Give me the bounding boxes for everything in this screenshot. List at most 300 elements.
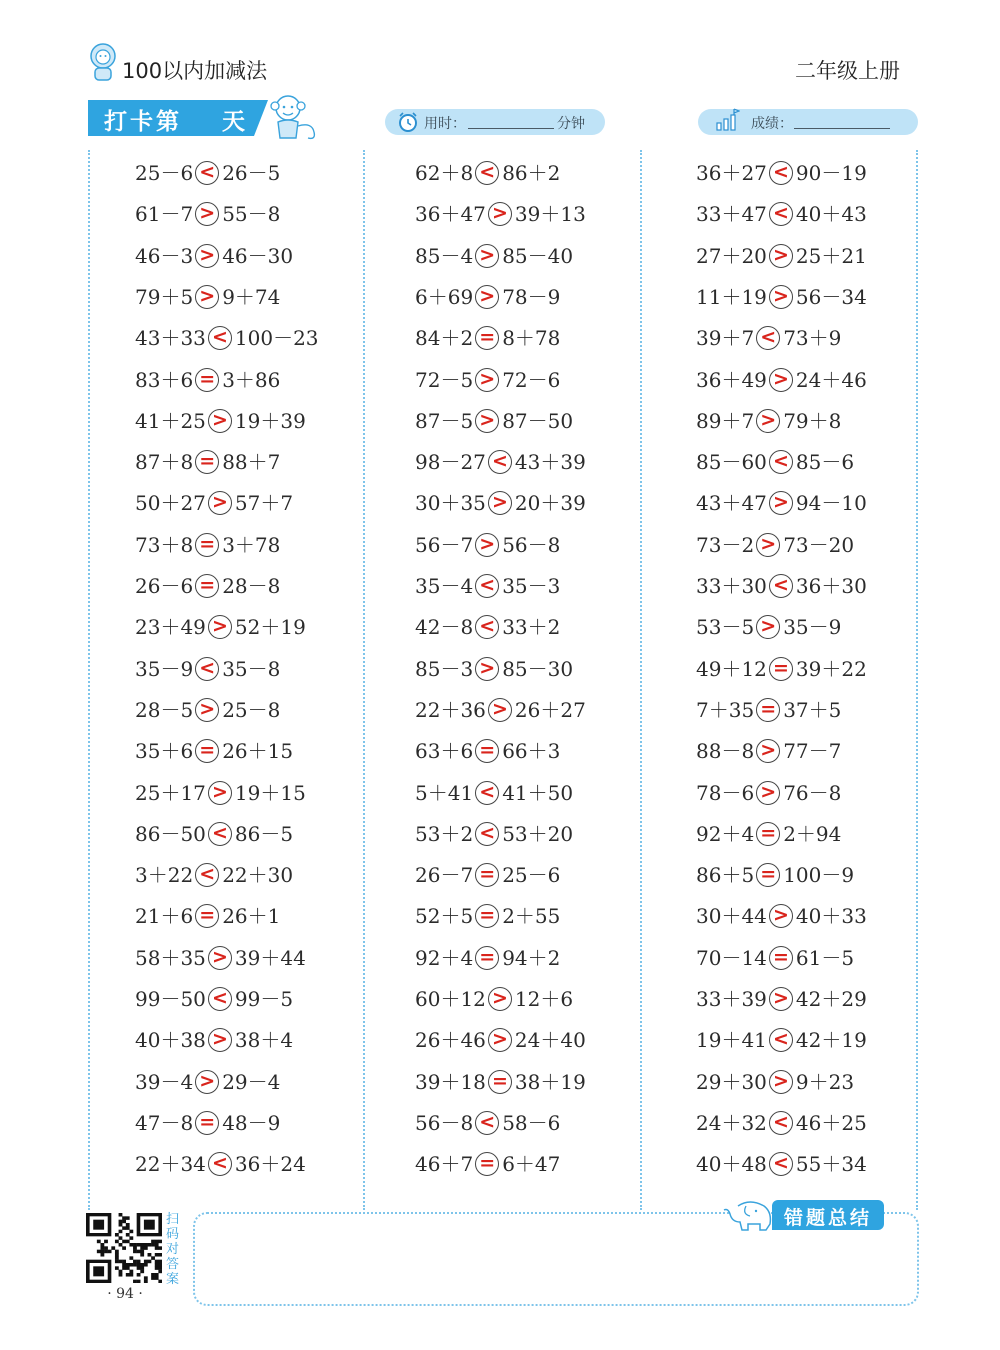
- right-expression: 35－3: [502, 574, 561, 598]
- left-expression: 35－9: [135, 656, 194, 681]
- answer-circle[interactable]: <: [475, 822, 499, 846]
- comparison-problem: [135, 153, 280, 194]
- right-expression: 90－19: [795, 161, 867, 185]
- comparison-problem: [415, 731, 560, 772]
- answer-circle[interactable]: >: [195, 202, 219, 226]
- comparison-problem: [135, 442, 280, 483]
- left-expression: 92＋4: [415, 945, 474, 970]
- left-expression: 36＋49: [696, 367, 767, 392]
- comparison-problem: [696, 153, 867, 194]
- answer-circle[interactable]: <: [756, 326, 780, 350]
- right-expression: 33＋2: [502, 615, 561, 640]
- right-expression: 86＋2: [502, 161, 561, 185]
- answer-circle[interactable]: =: [475, 739, 499, 763]
- grade-label: 二年级上册: [795, 59, 900, 83]
- left-expression: 5＋41: [415, 780, 474, 805]
- left-expression: 58＋35: [135, 945, 206, 970]
- answer-circle[interactable]: >: [475, 657, 499, 681]
- answer-circle[interactable]: >: [208, 946, 232, 970]
- comparison-problem: [135, 938, 306, 979]
- comparison-problem: [415, 483, 586, 524]
- answer-circle[interactable]: >: [475, 244, 499, 268]
- comparison-problem: [135, 979, 293, 1020]
- answer-circle[interactable]: >: [475, 285, 499, 309]
- left-expression: 98－27: [415, 450, 486, 475]
- right-expression: 86－5: [234, 821, 294, 846]
- answer-circle[interactable]: =: [756, 698, 780, 722]
- right-expression: 46－30: [222, 243, 294, 268]
- right-expression: 3＋86: [222, 367, 281, 392]
- right-expression: 85－6: [795, 450, 855, 475]
- comparison-problem: [415, 979, 573, 1020]
- answer-circle[interactable]: >: [195, 1070, 219, 1094]
- answer-circle[interactable]: =: [475, 863, 499, 887]
- column-divider: [88, 150, 90, 1210]
- answer-circle[interactable]: <: [769, 1111, 793, 1135]
- comparison-problem: [696, 277, 867, 318]
- answer-circle[interactable]: >: [208, 491, 232, 515]
- right-expression: 55－8: [222, 202, 281, 227]
- right-expression: 73－20: [783, 532, 855, 557]
- answer-circle[interactable]: >: [756, 409, 780, 433]
- left-expression: 85－3: [415, 656, 474, 681]
- answer-circle[interactable]: >: [756, 739, 780, 763]
- comparison-problem: [696, 814, 841, 855]
- left-expression: 6＋69: [415, 284, 474, 309]
- qr-code[interactable]: [86, 1213, 162, 1283]
- left-expression: 36＋47: [415, 202, 486, 227]
- left-expression: 41＋25: [135, 408, 206, 433]
- comparison-problem: [696, 1020, 867, 1061]
- right-expression: 100－9: [783, 863, 855, 888]
- left-expression: 50＋27: [135, 491, 206, 516]
- left-expression: 30＋44: [696, 904, 767, 929]
- right-expression: 28－8: [222, 574, 281, 598]
- right-expression: 57＋7: [234, 491, 294, 516]
- left-expression: 26－7: [415, 863, 474, 888]
- answer-circle[interactable]: >: [475, 368, 499, 392]
- answer-circle[interactable]: <: [195, 161, 219, 185]
- comparison-problem: [696, 1103, 867, 1144]
- comparison-problem: [696, 1062, 854, 1103]
- comparison-problem: [135, 896, 280, 937]
- answer-circle[interactable]: =: [195, 533, 219, 557]
- right-expression: 19＋15: [234, 780, 306, 805]
- comparison-problem: [135, 401, 306, 442]
- left-expression: 40＋38: [135, 1028, 206, 1053]
- left-expression: 92＋4: [696, 821, 755, 846]
- right-expression: 52＋19: [234, 615, 306, 640]
- comparison-problem: [135, 236, 293, 277]
- left-expression: 56－7: [415, 532, 474, 557]
- answer-circle[interactable]: <: [195, 657, 219, 681]
- right-expression: 3＋78: [222, 532, 281, 557]
- comparison-problem: [415, 401, 573, 442]
- answer-circle[interactable]: >: [488, 491, 512, 515]
- monkey-mascot-icon: [262, 92, 322, 144]
- time-blank[interactable]: [468, 128, 554, 129]
- answer-circle[interactable]: >: [208, 1028, 232, 1052]
- answer-circle[interactable]: <: [769, 1152, 793, 1176]
- right-expression: 39＋22: [795, 656, 867, 681]
- comparison-problem: [415, 649, 573, 690]
- comparison-problem: [135, 277, 280, 318]
- left-expression: 88－8: [696, 739, 755, 764]
- right-expression: 19＋39: [234, 408, 306, 433]
- answer-circle[interactable]: >: [195, 285, 219, 309]
- left-expression: 25－6: [135, 161, 194, 185]
- left-expression: 53＋2: [415, 821, 474, 846]
- answer-circle[interactable]: =: [769, 657, 793, 681]
- comparison-problem: [696, 938, 854, 979]
- left-expression: 87＋8: [135, 450, 194, 475]
- elephant-mascot-icon: [720, 1196, 776, 1234]
- left-expression: 56－8: [415, 1110, 474, 1135]
- right-expression: 26＋1: [222, 904, 281, 929]
- answer-circle[interactable]: >: [756, 615, 780, 639]
- left-expression: 46＋7: [415, 1152, 474, 1177]
- answer-circle[interactable]: =: [195, 904, 219, 928]
- comparison-problem: [696, 690, 841, 731]
- comparison-problem: [415, 1020, 586, 1061]
- answer-circle[interactable]: >: [769, 987, 793, 1011]
- left-expression: 26－6: [135, 574, 194, 598]
- answer-circle[interactable]: <: [208, 326, 232, 350]
- left-expression: 33＋47: [696, 202, 767, 227]
- comparison-problem: [415, 773, 573, 814]
- right-expression: 26＋15: [222, 739, 294, 764]
- left-expression: 39－4: [135, 1069, 194, 1094]
- comparison-problem: [415, 525, 560, 566]
- comparison-problem: [415, 360, 560, 401]
- left-expression: 39＋7: [696, 326, 755, 351]
- left-expression: 84＋2: [415, 326, 474, 351]
- answer-circle[interactable]: <: [769, 202, 793, 226]
- score-label: 成绩：: [751, 116, 793, 132]
- answer-circle[interactable]: <: [195, 863, 219, 887]
- answer-circle[interactable]: <: [475, 615, 499, 639]
- left-expression: 78－6: [696, 780, 755, 805]
- right-expression: 53＋20: [502, 821, 574, 846]
- comparison-problem: [415, 1062, 586, 1103]
- right-expression: 85－30: [502, 656, 574, 681]
- answer-circle[interactable]: >: [208, 409, 232, 433]
- right-expression: 56－34: [795, 284, 867, 309]
- right-expression: 39＋44: [234, 945, 306, 970]
- left-expression: 35＋6: [135, 739, 194, 764]
- comparison-problem: [696, 360, 867, 401]
- right-expression: 100－23: [234, 326, 319, 351]
- right-expression: 22＋30: [222, 863, 294, 888]
- right-expression: 2＋55: [502, 904, 561, 929]
- right-expression: 61－5: [795, 945, 855, 970]
- comparison-problem: [415, 442, 586, 483]
- answer-circle[interactable]: >: [769, 491, 793, 515]
- left-expression: 73－2: [696, 532, 755, 557]
- comparison-problem: [696, 483, 867, 524]
- comparison-problem: [415, 236, 573, 277]
- comparison-problem: [415, 1103, 560, 1144]
- left-expression: 60＋12: [415, 987, 486, 1011]
- answer-circle[interactable]: =: [195, 574, 219, 598]
- bar-chart-icon: [714, 108, 740, 132]
- left-expression: 62＋8: [415, 161, 474, 185]
- right-expression: 6＋47: [502, 1152, 561, 1177]
- comparison-problem: [415, 690, 586, 731]
- answer-circle[interactable]: >: [208, 781, 232, 805]
- right-expression: 40＋33: [795, 904, 867, 929]
- scan-for-answers-label: 扫码对答案: [166, 1212, 180, 1287]
- right-expression: 29－4: [222, 1069, 281, 1094]
- comparison-problem: [135, 1103, 280, 1144]
- right-expression: 76－8: [783, 780, 842, 805]
- right-expression: 25－8: [222, 697, 281, 722]
- answer-circle[interactable]: =: [475, 946, 499, 970]
- left-expression: 21＋6: [135, 904, 194, 929]
- left-expression: 35－4: [415, 574, 474, 598]
- right-expression: 39＋13: [514, 202, 586, 227]
- left-expression: 24＋32: [696, 1110, 767, 1135]
- answer-circle[interactable]: =: [769, 946, 793, 970]
- answer-circle[interactable]: <: [475, 1111, 499, 1135]
- answer-circle[interactable]: >: [756, 533, 780, 557]
- comparison-problem: [696, 318, 841, 359]
- answer-circle[interactable]: <: [769, 574, 793, 598]
- answer-circle[interactable]: >: [769, 285, 793, 309]
- comparison-problem: [415, 277, 560, 318]
- problem-column-2: [415, 150, 695, 1190]
- answer-circle[interactable]: =: [475, 1152, 499, 1176]
- answer-circle[interactable]: <: [488, 450, 512, 474]
- answer-circle[interactable]: >: [475, 409, 499, 433]
- comparison-problem: [696, 731, 841, 772]
- left-expression: 42－8: [415, 615, 474, 640]
- right-expression: 42＋19: [795, 1028, 867, 1053]
- comparison-problem: [135, 194, 280, 235]
- comparison-problem: [415, 855, 560, 896]
- answer-circle[interactable]: <: [769, 450, 793, 474]
- checkin-day-label: 天: [222, 109, 245, 135]
- answer-circle[interactable]: <: [769, 161, 793, 185]
- comparison-problem: [696, 236, 867, 277]
- right-expression: 72－6: [502, 367, 561, 392]
- answer-circle[interactable]: =: [756, 863, 780, 887]
- right-expression: 73＋9: [783, 326, 842, 351]
- right-expression: 42＋29: [795, 987, 867, 1011]
- comparison-problem: [135, 607, 306, 648]
- problem-column-3: [696, 150, 976, 1190]
- score-blank[interactable]: [794, 128, 890, 129]
- comparison-problem: [135, 1144, 306, 1185]
- answer-circle[interactable]: =: [756, 822, 780, 846]
- right-expression: 9＋23: [795, 1069, 855, 1094]
- answer-circle[interactable]: <: [208, 987, 232, 1011]
- right-expression: 79＋8: [783, 408, 842, 433]
- answer-circle[interactable]: =: [195, 450, 219, 474]
- answer-circle[interactable]: <: [208, 822, 232, 846]
- right-expression: 36＋30: [795, 574, 867, 598]
- left-expression: 28－5: [135, 697, 194, 722]
- answer-circle[interactable]: >: [195, 698, 219, 722]
- comparison-problem: [135, 566, 280, 607]
- answer-circle[interactable]: =: [195, 739, 219, 763]
- right-expression: 94－10: [795, 491, 867, 516]
- right-expression: 40＋43: [795, 202, 867, 227]
- left-expression: 43＋47: [696, 491, 767, 516]
- comparison-problem: [696, 855, 854, 896]
- checkin-label: 打卡第: [104, 109, 182, 135]
- left-expression: 23＋49: [135, 615, 206, 640]
- right-expression: 46＋25: [795, 1110, 867, 1135]
- answer-circle[interactable]: >: [488, 202, 512, 226]
- right-expression: 85－40: [502, 243, 574, 268]
- right-expression: 26＋27: [514, 697, 586, 722]
- answer-circle[interactable]: =: [195, 1111, 219, 1135]
- answer-circle[interactable]: >: [488, 698, 512, 722]
- left-expression: 19＋41: [696, 1028, 767, 1053]
- left-expression: 89＋7: [696, 408, 755, 433]
- left-expression: 47－8: [135, 1110, 194, 1135]
- left-expression: 40＋48: [696, 1152, 767, 1177]
- left-expression: 36＋27: [696, 161, 767, 185]
- comparison-problem: [415, 194, 586, 235]
- comparison-problem: [696, 649, 867, 690]
- comparison-problem: [696, 607, 841, 648]
- comparison-problem: [696, 401, 841, 442]
- right-expression: 88＋7: [222, 450, 281, 475]
- answer-circle[interactable]: <: [475, 781, 499, 805]
- answer-circle[interactable]: >: [208, 615, 232, 639]
- left-expression: 86＋5: [696, 863, 755, 888]
- left-expression: 83＋6: [135, 367, 194, 392]
- left-expression: 26＋46: [415, 1028, 486, 1053]
- comparison-problem: [696, 194, 867, 235]
- comparison-problem: [135, 360, 280, 401]
- answer-circle[interactable]: =: [488, 1070, 512, 1094]
- comparison-problem: [415, 938, 560, 979]
- right-expression: 87－50: [502, 408, 574, 433]
- right-expression: 26－5: [222, 161, 281, 185]
- answer-circle[interactable]: >: [195, 244, 219, 268]
- comparison-problem: [415, 318, 560, 359]
- left-expression: 86－50: [135, 821, 206, 846]
- right-expression: 66＋3: [502, 739, 561, 764]
- right-expression: 25＋21: [795, 243, 867, 268]
- comparison-problem: [135, 855, 293, 896]
- answer-circle[interactable]: >: [488, 987, 512, 1011]
- right-expression: 43＋39: [514, 450, 586, 475]
- right-expression: 24＋40: [514, 1028, 586, 1053]
- right-expression: 24＋46: [795, 367, 867, 392]
- right-expression: 35－8: [222, 656, 281, 681]
- right-expression: 99－5: [234, 987, 294, 1011]
- left-expression: 70－14: [696, 945, 767, 970]
- comparison-problem: [135, 814, 293, 855]
- comparison-problem: [135, 1020, 293, 1061]
- time-label: 用时：: [424, 116, 466, 132]
- left-expression: 29＋30: [696, 1069, 767, 1094]
- comparison-problem: [696, 896, 867, 937]
- right-expression: 25－6: [502, 863, 561, 888]
- right-expression: 55＋34: [795, 1152, 867, 1177]
- comparison-problem: [135, 1062, 280, 1103]
- right-expression: 94＋2: [502, 945, 561, 970]
- left-expression: 25＋17: [135, 780, 206, 805]
- left-expression: 72－5: [415, 367, 474, 392]
- answer-circle[interactable]: <: [475, 161, 499, 185]
- answer-circle[interactable]: >: [769, 1070, 793, 1094]
- answer-circle[interactable]: =: [195, 368, 219, 392]
- answer-circle[interactable]: >: [769, 368, 793, 392]
- answer-circle[interactable]: >: [756, 781, 780, 805]
- answer-circle[interactable]: >: [475, 533, 499, 557]
- right-expression: 48－9: [222, 1110, 281, 1135]
- left-expression: 87－5: [415, 408, 474, 433]
- mistake-summary-label: 错题总结: [783, 1207, 872, 1229]
- comparison-problem: [696, 525, 854, 566]
- comparison-problem: [135, 483, 293, 524]
- left-expression: 85－60: [696, 450, 767, 475]
- comparison-problem: [135, 525, 280, 566]
- book-title: 100以内加减法: [122, 59, 268, 83]
- left-expression: 39＋18: [415, 1069, 486, 1094]
- comparison-problem: [415, 896, 560, 937]
- answer-circle[interactable]: <: [475, 574, 499, 598]
- right-expression: 41＋50: [502, 780, 574, 805]
- left-expression: 33＋30: [696, 574, 767, 598]
- left-expression: 22＋36: [415, 697, 486, 722]
- answer-circle[interactable]: <: [769, 1028, 793, 1052]
- right-expression: 77－7: [783, 739, 842, 764]
- left-expression: 49＋12: [696, 656, 767, 681]
- left-expression: 22＋34: [135, 1152, 206, 1177]
- answer-circle[interactable]: =: [475, 904, 499, 928]
- answer-circle[interactable]: >: [488, 1028, 512, 1052]
- answer-circle[interactable]: <: [208, 1152, 232, 1176]
- left-expression: 79＋5: [135, 284, 194, 309]
- comparison-problem: [415, 607, 560, 648]
- left-expression: 11＋19: [696, 284, 767, 309]
- left-expression: 7＋35: [696, 697, 755, 722]
- left-expression: 43＋33: [135, 326, 206, 351]
- left-expression: 99－50: [135, 987, 206, 1011]
- comparison-problem: [135, 773, 306, 814]
- answer-circle[interactable]: =: [475, 326, 499, 350]
- right-expression: 56－8: [502, 532, 561, 557]
- left-expression: 30＋35: [415, 491, 486, 516]
- right-expression: 36＋24: [234, 1152, 306, 1177]
- answer-circle[interactable]: >: [769, 244, 793, 268]
- comparison-problem: [415, 814, 573, 855]
- comparison-problem: [696, 979, 867, 1020]
- right-expression: 9＋74: [222, 284, 281, 309]
- comparison-problem: [696, 442, 854, 483]
- left-expression: 52＋5: [415, 904, 474, 929]
- right-expression: 8＋78: [502, 326, 561, 351]
- right-expression: 37＋5: [783, 697, 842, 722]
- left-expression: 27＋20: [696, 243, 767, 268]
- right-expression: 78－9: [502, 284, 561, 309]
- left-expression: 3＋22: [135, 863, 194, 888]
- left-expression: 73＋8: [135, 532, 194, 557]
- right-expression: 58－6: [502, 1110, 561, 1135]
- left-expression: 63＋6: [415, 739, 474, 764]
- lion-mascot-icon: [86, 42, 120, 82]
- answer-circle[interactable]: >: [769, 904, 793, 928]
- comparison-problem: [135, 649, 280, 690]
- right-expression: 2＋94: [783, 821, 842, 846]
- comparison-problem: [696, 1144, 867, 1185]
